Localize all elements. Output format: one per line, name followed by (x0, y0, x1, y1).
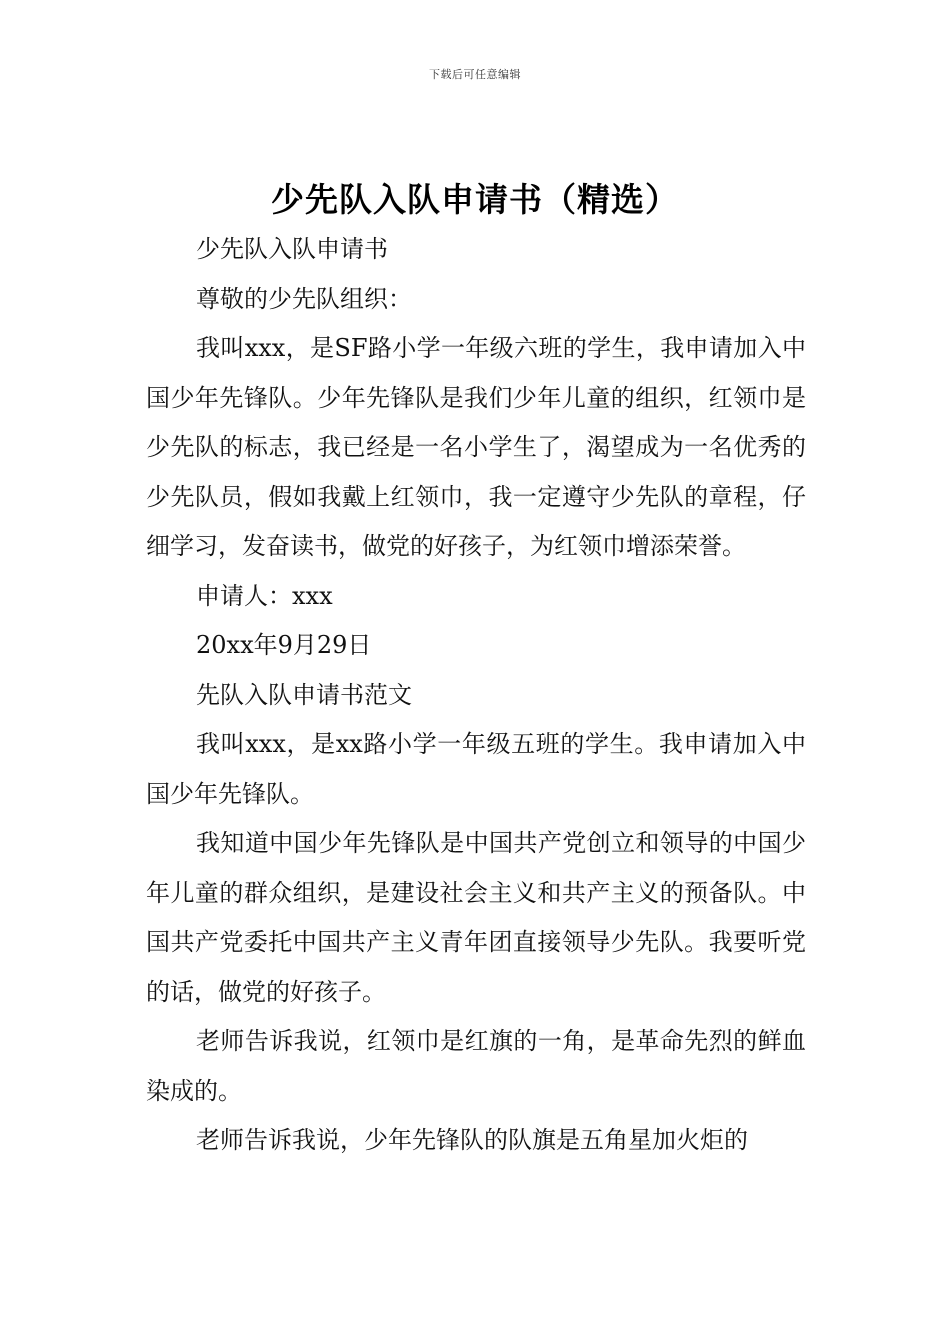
paragraph: 我知道中国少年先锋队是中国共产党创立和领导的中国少年儿童的群众组织，是建设社会主义和共产主义的预备队。中国共产党委托中国共产主义青年团直接领导少先队。我要听党的话，做党的好孩子。 (146, 829, 806, 1006)
paragraph-applicant: 申请人：xxx (196, 581, 333, 610)
paragraph: 我叫xxx，是SF路小学一年级六班的学生，我申请加入中国少年先锋队。少年先锋队是我们少年儿童的组织，红领巾是少先队的标志，我已经是一名小学生了，渴望成为一名优秀的少先队员，假如我戴上红领巾，我一定遵守少先队的章程，仔细学习，发奋读书，做党的好孩子，为红领巾增添荣誉。 (146, 334, 806, 560)
paragraph: 我叫xxx，是xx路小学一年级五班的学生。我申请加入中国少年先锋队。 (146, 730, 806, 808)
document-title: 少先队入队申请书（精选） (271, 180, 679, 219)
paragraph: 老师告诉我说，红领巾是红旗的一角，是革命先烈的鲜血染成的。 (146, 1027, 806, 1105)
paragraph: 老师告诉我说，少年先锋队的队旗是五角星加火炬的 (196, 1126, 748, 1154)
paragraph-heading: 少先队入队申请书 (196, 235, 388, 263)
paragraph-subheading: 先队入队申请书范文 (196, 680, 412, 709)
paragraph-date: 20xx年9月29日 (196, 631, 372, 659)
header-note: 下载后可任意编辑 (429, 68, 521, 81)
document-body (146, 225, 806, 1166)
paragraph-salutation: 尊敬的少先队组织： (196, 284, 412, 313)
